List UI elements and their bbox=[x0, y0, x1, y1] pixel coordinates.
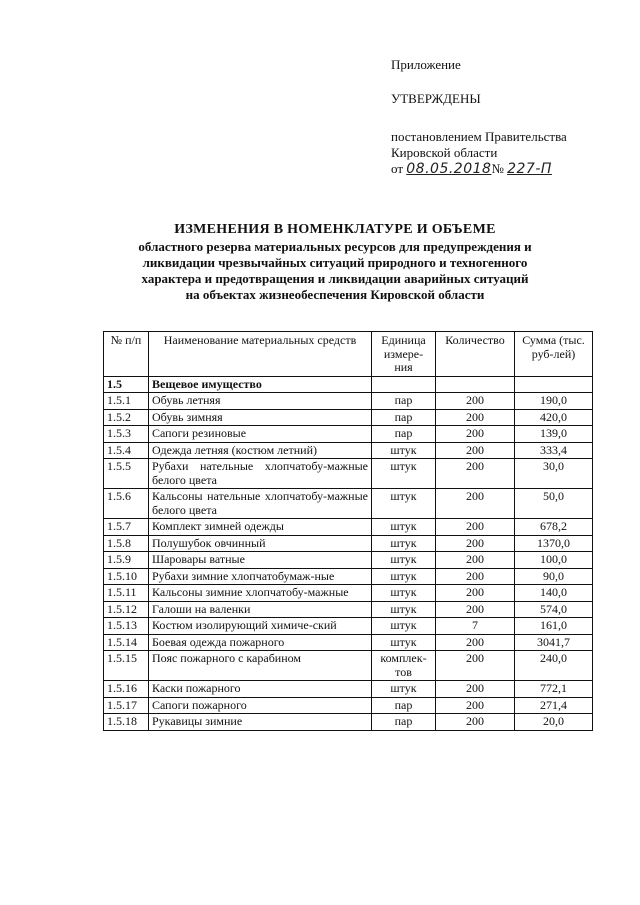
cell-sum: 1370,0 bbox=[515, 535, 593, 552]
cell-unit: штук bbox=[372, 634, 436, 651]
cell-num: 1.5.6 bbox=[104, 489, 149, 519]
date-number-line bbox=[391, 161, 621, 177]
cell-num: 1.5.5 bbox=[104, 459, 149, 489]
cell-unit: штук bbox=[372, 601, 436, 618]
cell-unit: штук bbox=[372, 585, 436, 602]
cell-sum: 333,4 bbox=[515, 442, 593, 459]
cell-sum: 574,0 bbox=[515, 601, 593, 618]
cell-unit: штук bbox=[372, 442, 436, 459]
handwritten-date: 08.05.2018 bbox=[406, 161, 492, 177]
cell-qty: 200 bbox=[436, 601, 515, 618]
cell-num: 1.5.12 bbox=[104, 601, 149, 618]
cell-sum: 30,0 bbox=[515, 459, 593, 489]
section-num: 1.5 bbox=[104, 376, 149, 393]
title-main: ИЗМЕНЕНИЯ В НОМЕНКЛАТУРЕ И ОБЪЕМЕ bbox=[174, 222, 496, 237]
cell-num: 1.5.8 bbox=[104, 535, 149, 552]
document-title bbox=[100, 222, 570, 303]
cell-unit: штук bbox=[372, 618, 436, 635]
cell-sum: 678,2 bbox=[515, 519, 593, 536]
cell-qty: 200 bbox=[436, 459, 515, 489]
cell-num: 1.5.4 bbox=[104, 442, 149, 459]
cell-unit: штук bbox=[372, 519, 436, 536]
cell-name: Обувь зимняя bbox=[149, 409, 372, 426]
table-row bbox=[104, 634, 593, 651]
handwritten-number: 227-П bbox=[507, 161, 552, 177]
table-row bbox=[104, 697, 593, 714]
cell-unit: штук bbox=[372, 489, 436, 519]
cell-qty: 200 bbox=[436, 714, 515, 731]
cell-unit: штук bbox=[372, 568, 436, 585]
cell-num: 1.5.16 bbox=[104, 681, 149, 698]
cell-sum: 140,0 bbox=[515, 585, 593, 602]
cell-unit: пар bbox=[372, 426, 436, 443]
table-row bbox=[104, 409, 593, 426]
cell-qty: 200 bbox=[436, 585, 515, 602]
cell-qty: 200 bbox=[436, 697, 515, 714]
cell-qty: 200 bbox=[436, 519, 515, 536]
cell-name: Каски пожарного bbox=[149, 681, 372, 698]
region-line: Кировской области bbox=[391, 145, 498, 160]
table-row bbox=[104, 393, 593, 410]
approval-block bbox=[391, 57, 621, 177]
cell-name: Костюм изолирующий химиче-ский bbox=[149, 618, 372, 635]
cell-name: Шаровары ватные bbox=[149, 552, 372, 569]
cell-qty: 200 bbox=[436, 535, 515, 552]
header-num: № п/п bbox=[104, 332, 149, 377]
cell-sum: 271,4 bbox=[515, 697, 593, 714]
cell-sum: 100,0 bbox=[515, 552, 593, 569]
title-line-3: характера и предотвращения и ликвидации аварийных ситуаций bbox=[141, 271, 529, 286]
cell-sum: 190,0 bbox=[515, 393, 593, 410]
cell-qty: 200 bbox=[436, 651, 515, 681]
title-line-1: областного резерва материальных ресурсов для предупреждения и bbox=[138, 239, 532, 254]
table-row bbox=[104, 459, 593, 489]
cell-unit: штук bbox=[372, 552, 436, 569]
cell-num: 1.5.14 bbox=[104, 634, 149, 651]
cell-qty: 200 bbox=[436, 568, 515, 585]
cell-qty: 200 bbox=[436, 489, 515, 519]
cell-num: 1.5.11 bbox=[104, 585, 149, 602]
table-row bbox=[104, 535, 593, 552]
cell-sum: 240,0 bbox=[515, 651, 593, 681]
table-row bbox=[104, 442, 593, 459]
cell-name: Галоши на валенки bbox=[149, 601, 372, 618]
cell-sum: 50,0 bbox=[515, 489, 593, 519]
table-row bbox=[104, 489, 593, 519]
cell-unit: пар bbox=[372, 393, 436, 410]
cell-unit: пар bbox=[372, 409, 436, 426]
cell-name: Сапоги резиновые bbox=[149, 426, 372, 443]
cell-num: 1.5.7 bbox=[104, 519, 149, 536]
table-row bbox=[104, 426, 593, 443]
cell-sum: 90,0 bbox=[515, 568, 593, 585]
cell-num: 1.5.10 bbox=[104, 568, 149, 585]
cell-sum: 139,0 bbox=[515, 426, 593, 443]
title-line-2: ликвидации чрезвычайных ситуаций природного и техногенного bbox=[142, 255, 528, 270]
table-header-row bbox=[104, 332, 593, 377]
header-qty: Количество bbox=[436, 332, 515, 377]
cell-qty: 200 bbox=[436, 552, 515, 569]
cell-qty: 7 bbox=[436, 618, 515, 635]
table-row bbox=[104, 681, 593, 698]
cell-sum: 161,0 bbox=[515, 618, 593, 635]
section-empty-unit bbox=[372, 376, 436, 393]
cell-name: Рукавицы зимние bbox=[149, 714, 372, 731]
cell-qty: 200 bbox=[436, 409, 515, 426]
table-row bbox=[104, 585, 593, 602]
cell-num: 1.5.13 bbox=[104, 618, 149, 635]
number-prefix: № bbox=[491, 161, 504, 176]
cell-name: Кальсоны нательные хлопчатобу-мажные белого цвета bbox=[149, 489, 372, 519]
appendix-label: Приложение bbox=[391, 57, 461, 72]
cell-qty: 200 bbox=[436, 681, 515, 698]
table-row bbox=[104, 618, 593, 635]
cell-num: 1.5.3 bbox=[104, 426, 149, 443]
section-row bbox=[104, 376, 593, 393]
section-empty-qty bbox=[436, 376, 515, 393]
cell-num: 1.5.9 bbox=[104, 552, 149, 569]
from-prefix: от bbox=[391, 161, 404, 176]
cell-unit: комплек-тов bbox=[372, 651, 436, 681]
cell-sum: 3041,7 bbox=[515, 634, 593, 651]
cell-name: Боевая одежда пожарного bbox=[149, 634, 372, 651]
cell-qty: 200 bbox=[436, 426, 515, 443]
section-empty-sum bbox=[515, 376, 593, 393]
cell-name: Рубахи зимние хлопчатобумаж-ные bbox=[149, 568, 372, 585]
title-line-4: на объектах жизнеобеспечения Кировской области bbox=[185, 287, 485, 302]
cell-unit: пар bbox=[372, 714, 436, 731]
cell-unit: штук bbox=[372, 681, 436, 698]
cell-name: Рубахи нательные хлопчатобу-мажные белого цвета bbox=[149, 459, 372, 489]
header-unit: Единица измере-ния bbox=[372, 332, 436, 377]
nomenclature-table bbox=[103, 331, 593, 731]
table-row bbox=[104, 568, 593, 585]
table-row bbox=[104, 714, 593, 731]
cell-name: Сапоги пожарного bbox=[149, 697, 372, 714]
cell-num: 1.5.15 bbox=[104, 651, 149, 681]
header-name: Наименование материальных средств bbox=[149, 332, 372, 377]
cell-name: Пояс пожарного с карабином bbox=[149, 651, 372, 681]
cell-num: 1.5.2 bbox=[104, 409, 149, 426]
table-row bbox=[104, 519, 593, 536]
cell-sum: 420,0 bbox=[515, 409, 593, 426]
cell-num: 1.5.17 bbox=[104, 697, 149, 714]
cell-num: 1.5.1 bbox=[104, 393, 149, 410]
cell-qty: 200 bbox=[436, 393, 515, 410]
cell-name: Комплект зимней одежды bbox=[149, 519, 372, 536]
cell-unit: штук bbox=[372, 535, 436, 552]
resolution-line: постановлением Правительства bbox=[391, 129, 567, 144]
cell-qty: 200 bbox=[436, 634, 515, 651]
cell-sum: 772,1 bbox=[515, 681, 593, 698]
cell-unit: штук bbox=[372, 459, 436, 489]
cell-name: Обувь летняя bbox=[149, 393, 372, 410]
table-row bbox=[104, 552, 593, 569]
section-name: Вещевое имущество bbox=[149, 376, 372, 393]
cell-num: 1.5.18 bbox=[104, 714, 149, 731]
cell-qty: 200 bbox=[436, 442, 515, 459]
approved-label: УТВЕРЖДЕНЫ bbox=[391, 91, 481, 106]
header-sum: Сумма (тыс. руб-лей) bbox=[515, 332, 593, 377]
table-row bbox=[104, 651, 593, 681]
table-row bbox=[104, 601, 593, 618]
cell-unit: пар bbox=[372, 697, 436, 714]
cell-name: Кальсоны зимние хлопчатобу-мажные bbox=[149, 585, 372, 602]
cell-name: Одежда летняя (костюм летний) bbox=[149, 442, 372, 459]
cell-name: Полушубок овчинный bbox=[149, 535, 372, 552]
cell-sum: 20,0 bbox=[515, 714, 593, 731]
